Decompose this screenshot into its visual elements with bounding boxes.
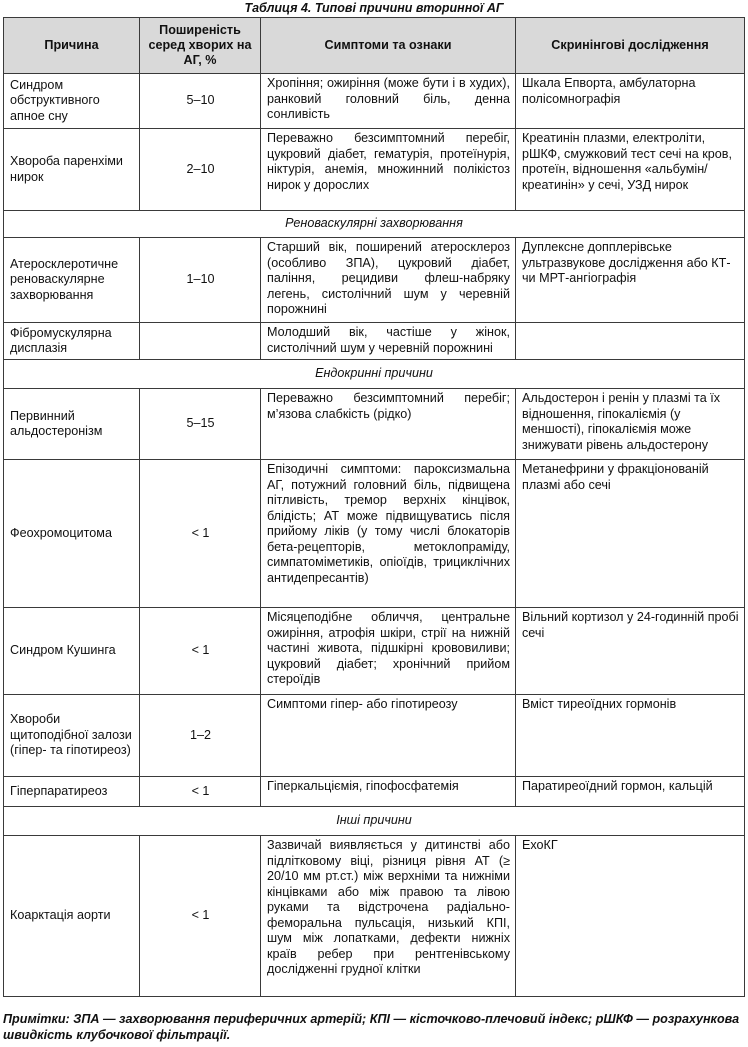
- cause-cell: Фібромускулярна дисплазія: [4, 323, 140, 360]
- symptoms-cell: Місяцеподібне обличчя, центральне ожиріння, атрофія шкіри, стрії на нижній частині живота, підшкірні крововиливи; цукровий діабет; хронічний прийом стероїдів: [261, 608, 516, 695]
- prevalence-cell: [140, 323, 261, 360]
- symptoms-cell: Симптоми гіпер- або гіпотиреозу: [261, 695, 516, 777]
- prevalence-cell: 5–15: [140, 389, 261, 460]
- symptoms-cell: Переважно безсимптомний перебіг; м’язова слабкість (рідко): [261, 389, 516, 460]
- table-caption: Таблиця 4. Типові причини вторинної АГ: [244, 1, 504, 15]
- section-heading: Реноваскулярні захворювання: [4, 211, 745, 238]
- cause-cell: Коарктація аорти: [4, 836, 140, 997]
- symptoms-cell: Гіперкальціємія, гіпофосфатемія: [261, 777, 516, 807]
- cause-cell: Феохромоцитома: [4, 460, 140, 608]
- prevalence-cell: < 1: [140, 460, 261, 608]
- section-heading: Ендокринні причини: [4, 360, 745, 389]
- table-notes: Примітки: ЗПА — захворювання периферичних артерій; КПІ — кісточково-плечовий індекс; рШКФ — розрахункова швидкість клубочкової фільтрації.: [3, 1012, 740, 1042]
- cause-cell: Хвороби щитоподібної залози (гіпер- та гіпотиреоз): [4, 695, 140, 777]
- symptoms-cell: Переважно безсимптомний перебіг, цукровий діабет, гематурія, протеїнурія, ніктурія, анемія, множинний полікістоз нирок у дорослих: [261, 129, 516, 211]
- symptoms-cell: Старший вік, поширений атеросклероз (особливо ЗПА), цукровий діабет, паління, рецидиви флеш-набряку легень, систолічний шум у черевній порожнині: [261, 238, 516, 323]
- header-prevalence: Поширеність серед хворих на АГ, %: [140, 18, 261, 74]
- screening-cell: Паратиреоїдний гормон, кальцій: [516, 777, 745, 807]
- screening-cell: Метанефрини у фракціонованій плазмі або сечі: [516, 460, 745, 608]
- table-row: [4, 238, 745, 323]
- prevalence-cell: 1–2: [140, 695, 261, 777]
- header-symptoms: Симптоми та ознаки: [261, 18, 516, 74]
- screening-cell: Креатинін плазми, електроліти, рШКФ, смужковий тест сечі на кров, протеїн, відношення «альбумін/креатинін» у сечі, УЗД нирок: [516, 129, 745, 211]
- table-row: [4, 836, 745, 997]
- section-row: [4, 807, 745, 836]
- cause-cell: Первинний альдостеронізм: [4, 389, 140, 460]
- table-row: [4, 129, 745, 211]
- section-row: [4, 360, 745, 389]
- symptoms-cell: Зазвичай виявляється у дитинстві або підлітковому віці, різниця рівня АТ (≥ 20/10 мм рт.ст.) між верхніми та нижніми кінцівками або між правою та лівою руками та відстрочена радіально-феморальна пульсація, низький КПІ, шум між лопатками, дефекти нижніх країв ребер при рентгенівському дослідженні грудної клітки: [261, 836, 516, 997]
- screening-cell: [516, 323, 745, 360]
- table-row: [4, 695, 745, 777]
- header-cause: Причина: [4, 18, 140, 74]
- symptoms-cell: Хропіння; ожиріння (може бути і в худих), ранковий головний біль, денна сонливість: [261, 74, 516, 129]
- header-row: [4, 18, 745, 74]
- symptoms-cell: Епізодичні симптоми: пароксизмальна АГ, потужний головний біль, підвищена пітливість, тремор верхніх кінцівок, блідість; АТ може підвищуватись після прийому ліків (у тому числі блокаторів бета-рецепторів, метоклопраміду, симпатоміметиків, опіоїдів, трициклічних антидепресантів): [261, 460, 516, 608]
- cause-cell: Хвороба паренхіми нирок: [4, 129, 140, 211]
- table-row: [4, 323, 745, 360]
- prevalence-cell: 2–10: [140, 129, 261, 211]
- cause-cell: Синдром Кушинга: [4, 608, 140, 695]
- screening-cell: Вміст тиреоїдних гормонів: [516, 695, 745, 777]
- table-row: [4, 460, 745, 608]
- table-row: [4, 777, 745, 807]
- table-row: [4, 389, 745, 460]
- prevalence-cell: 1–10: [140, 238, 261, 323]
- cause-cell: Синдром обструктивного апное сну: [4, 74, 140, 129]
- screening-cell: Вільний кортизол у 24-годинній пробі сечі: [516, 608, 745, 695]
- prevalence-cell: 5–10: [140, 74, 261, 129]
- section-row: [4, 211, 745, 238]
- screening-cell: ЕхоКГ: [516, 836, 745, 997]
- cause-cell: Атеросклеротичне реноваскулярне захворювання: [4, 238, 140, 323]
- prevalence-cell: < 1: [140, 836, 261, 997]
- prevalence-cell: < 1: [140, 608, 261, 695]
- header-screening: Скринінгові дослідження: [516, 18, 745, 74]
- screening-cell: Альдостерон і ренін у плазмі та їх відношення, гіпокаліємія (у меншості), гіпокаліємія може знижувати рівень альдостерону: [516, 389, 745, 460]
- prevalence-cell: < 1: [140, 777, 261, 807]
- screening-cell: Шкала Епворта, амбулаторна полісомнографія: [516, 74, 745, 129]
- table-row: [4, 608, 745, 695]
- screening-cell: Дуплексне допплерівське ультразвукове дослідження або КТ- чи МРТ-ангіографія: [516, 238, 745, 323]
- secondary-hypertension-table: [3, 17, 745, 997]
- section-heading: Інші причини: [4, 807, 745, 836]
- table-row: [4, 74, 745, 129]
- symptoms-cell: Молодший вік, частіше у жінок, систолічний шум у черевній порожнині: [261, 323, 516, 360]
- cause-cell: Гіперпаратиреоз: [4, 777, 140, 807]
